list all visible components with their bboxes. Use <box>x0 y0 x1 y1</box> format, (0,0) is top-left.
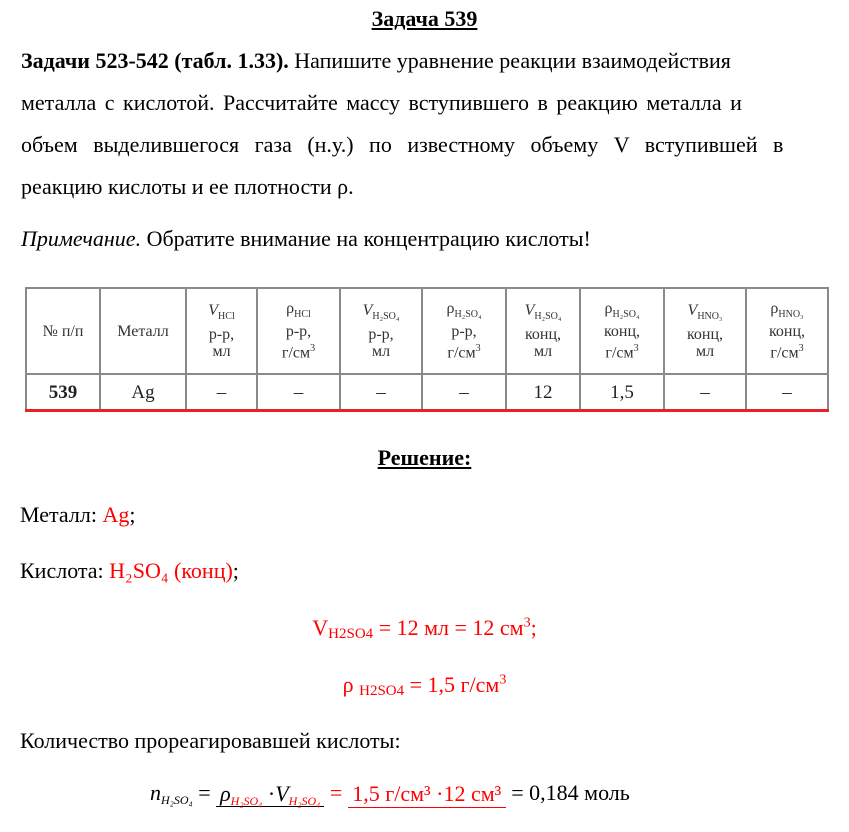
metal-label: Металл: <box>20 502 103 527</box>
formula-fraction-numeric: 1,5 г/см³ ·12 см³ <box>348 781 506 808</box>
problem-ref: Задачи 523-542 (табл. 1.33). <box>21 48 289 73</box>
acid-value: H₂SO₄ (конц) <box>109 558 233 583</box>
header-cell-v-hno3: $V_{HNO_3}$ конц, мл <box>664 288 746 374</box>
problem-text <box>21 40 833 208</box>
cell-metal: Ag <box>100 374 186 410</box>
note-text: Обратите внимание на концентрацию кислоты! <box>141 226 591 251</box>
header-cell-rho-h2so4-sol: $\rho_{H_2SO_4}$ р-р, $г/см^3$ <box>422 288 506 374</box>
problem-line-4: реакцию кислоты и ее плотности ρ. <box>21 174 354 199</box>
solution-title: Решение: <box>377 445 472 470</box>
header-cell-v-hcl: $V_{HCl}$ р-р, мл <box>186 288 257 374</box>
formula-lhs: n <box>150 780 161 805</box>
table-row <box>26 374 828 410</box>
cell-rho-hno3: – <box>746 374 828 410</box>
table-header-row <box>26 288 828 374</box>
acid-label: Кислота: <box>20 558 110 583</box>
cell-num: 539 <box>26 374 100 410</box>
amount-label: Количество прореагировавшей кислоты: <box>20 728 401 753</box>
problem-line-1: Напишите уравнение реакции взаимодействия <box>288 48 731 73</box>
formula-fraction-symbolic: ρH₂SO₄ ·VH₂SO₄ <box>216 781 324 809</box>
header-cell-rho-h2so4-conc: $\rho_{H_2SO_4}$ конц, $г/см^3$ <box>580 288 664 374</box>
header-cell-rho-hcl: $\rho_{HCl}$ р-р, $г/см^3$ <box>257 288 340 374</box>
cell-rho-hcl: – <box>257 374 340 410</box>
header-cell-rho-hno3: $\rho_{HNO_3}$ конц, $г/см^3$ <box>746 288 828 374</box>
header-cell-v-h2so4-conc: $V_{H_2SO_4}$ конц, мл <box>506 288 580 374</box>
metal-line: Металл: Ag; <box>20 502 136 527</box>
cell-rho-h2so4-sol: – <box>422 374 506 410</box>
problem-line-2: металла с кислотой. Рассчитайте массу вступившего в реакцию металла и <box>21 90 742 115</box>
amount-formula: nH₂SO₄ = ρH₂SO₄ ·VH₂SO₄ = 1,5 г/см³ ·12 см³ = 0,184 моль <box>150 780 630 808</box>
volume-equation: $V_{H2SO4} = 12$ мл = 12 $см^3$; <box>312 615 537 642</box>
table-underline <box>25 409 829 412</box>
header-cell-metal: Металл <box>100 288 186 374</box>
cell-v-hno3: – <box>664 374 746 410</box>
header-cell-v-h2so4-sol: $V_{H_2SO_4}$ р-р, мл <box>340 288 422 374</box>
cell-v-hcl: – <box>186 374 257 410</box>
density-equation: ρ $_{H2SO4}$ = 1,5 $г/см^3$ <box>342 672 507 699</box>
problem-line-3: объем выделившегося газа (н.у.) по известному объему V вступившей в <box>21 132 784 157</box>
formula-result: = 0,184 моль <box>511 780 630 805</box>
note <box>21 226 591 252</box>
task-title: Задача 539 <box>371 6 478 31</box>
note-label: Примечание. <box>21 226 142 251</box>
data-table <box>25 287 829 411</box>
acid-line: Кислота: H₂SO₄ (конц); <box>20 558 239 583</box>
metal-value: Ag <box>102 502 130 527</box>
cell-rho-h2so4-conc: 1,5 <box>580 374 664 410</box>
cell-v-h2so4-sol: – <box>340 374 422 410</box>
header-cell-num: № п/п <box>26 288 100 374</box>
cell-v-h2so4-conc: 12 <box>506 374 580 410</box>
